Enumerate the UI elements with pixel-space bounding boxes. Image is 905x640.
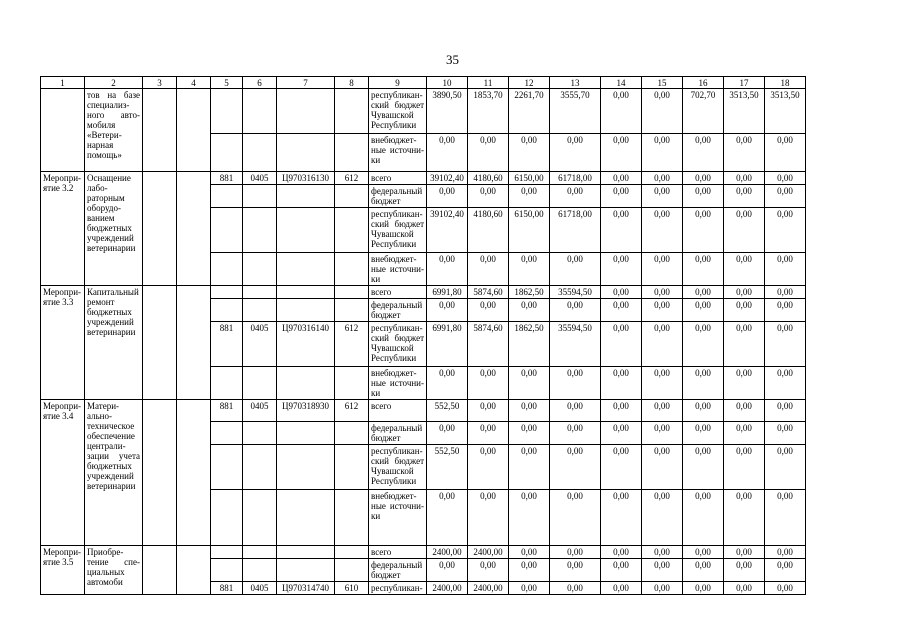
amount-cell: 0,00 bbox=[724, 185, 765, 208]
executor-cell bbox=[177, 286, 211, 400]
amount-cell: 0,00 bbox=[427, 134, 468, 172]
amount-cell: 0,00 bbox=[601, 134, 642, 172]
amount-cell: 0,00 bbox=[765, 134, 806, 172]
activity-name: Приобретение специальных автомоби bbox=[85, 546, 143, 595]
cs-code: Ц970318930 bbox=[277, 400, 335, 422]
amount-cell: 3513,50 bbox=[765, 89, 806, 134]
amount-cell: 0,00 bbox=[601, 172, 642, 185]
amount-cell: 0,00 bbox=[765, 400, 806, 422]
amount-cell: 5874,60 bbox=[468, 322, 509, 367]
gr-code bbox=[211, 559, 243, 582]
funding-source: всего bbox=[369, 286, 427, 299]
amount-cell: 2400,00 bbox=[427, 582, 468, 595]
amount-cell: 0,00 bbox=[468, 422, 509, 445]
amount-cell: 0,00 bbox=[765, 422, 806, 445]
amount-cell: 0,00 bbox=[601, 490, 642, 546]
amount-cell: 0,00 bbox=[550, 559, 601, 582]
amount-cell: 0,00 bbox=[724, 445, 765, 490]
participant-cell bbox=[143, 400, 177, 546]
amount-cell: 0,00 bbox=[550, 422, 601, 445]
amount-cell: 2400,00 bbox=[427, 546, 468, 559]
amount-cell: 0,00 bbox=[765, 253, 806, 286]
amount-cell: 0,00 bbox=[642, 559, 683, 582]
gr-code: 881 bbox=[211, 322, 243, 367]
amount-cell: 0,00 bbox=[509, 490, 550, 546]
vr-code: 612 bbox=[335, 172, 369, 185]
vr-code bbox=[335, 286, 369, 299]
amount-cell: 0,00 bbox=[683, 559, 724, 582]
amount-cell: 0,00 bbox=[509, 582, 550, 595]
amount-cell: 2400,00 bbox=[468, 582, 509, 595]
amount-cell: 0,00 bbox=[427, 367, 468, 400]
gr-code bbox=[211, 185, 243, 208]
vr-code bbox=[335, 299, 369, 322]
amount-cell: 0,00 bbox=[724, 208, 765, 253]
rz-pr-code bbox=[243, 367, 277, 400]
amount-cell: 1862,50 bbox=[509, 286, 550, 299]
amount-cell: 0,00 bbox=[683, 367, 724, 400]
amount-cell: 61718,00 bbox=[550, 172, 601, 185]
amount-cell: 0,00 bbox=[724, 490, 765, 546]
amount-cell: 0,00 bbox=[468, 559, 509, 582]
amount-cell: 0,00 bbox=[724, 286, 765, 299]
activity-name: Оснащение лабораторным оборудованием бюджетных учреждений ветеринарии bbox=[85, 172, 143, 286]
participant-cell bbox=[143, 89, 177, 172]
amount-cell: 0,00 bbox=[765, 185, 806, 208]
amount-cell: 0,00 bbox=[601, 367, 642, 400]
amount-cell: 0,00 bbox=[765, 299, 806, 322]
vr-code bbox=[335, 253, 369, 286]
amount-cell: 702,70 bbox=[683, 89, 724, 134]
amount-cell: 0,00 bbox=[509, 400, 550, 422]
amount-cell: 0,00 bbox=[642, 89, 683, 134]
cs-code bbox=[277, 490, 335, 546]
amount-cell: 2261,70 bbox=[509, 89, 550, 134]
rz-pr-code: 0405 bbox=[243, 400, 277, 422]
amount-cell: 0,00 bbox=[765, 322, 806, 367]
amount-cell: 0,00 bbox=[550, 299, 601, 322]
rz-pr-code bbox=[243, 253, 277, 286]
activity-name: Материально-техническое обеспечение централизации учета бюджетных учреждений ветеринарии bbox=[85, 400, 143, 546]
vr-code bbox=[335, 208, 369, 253]
amount-cell: 0,00 bbox=[601, 546, 642, 559]
funding-source: республиканский бюджет Чувашской Республики bbox=[369, 89, 427, 134]
vr-code bbox=[335, 367, 369, 400]
amount-cell: 0,00 bbox=[427, 490, 468, 546]
amount-cell: 0,00 bbox=[642, 208, 683, 253]
amount-cell: 39102,40 bbox=[427, 208, 468, 253]
participant-cell bbox=[143, 286, 177, 400]
amount-cell: 6150,00 bbox=[509, 172, 550, 185]
amount-cell: 0,00 bbox=[642, 299, 683, 322]
amount-cell: 0,00 bbox=[724, 559, 765, 582]
amount-cell: 0,00 bbox=[509, 367, 550, 400]
amount-cell: 0,00 bbox=[642, 582, 683, 595]
table-row bbox=[41, 400, 806, 422]
amount-cell: 0,00 bbox=[550, 582, 601, 595]
amount-cell: 0,00 bbox=[601, 445, 642, 490]
amount-cell: 0,00 bbox=[601, 582, 642, 595]
gr-code bbox=[211, 89, 243, 134]
rz-pr-code bbox=[243, 445, 277, 490]
gr-code bbox=[211, 490, 243, 546]
activity-label: Мероприятие 3.2 bbox=[41, 172, 85, 286]
column-header-1: 1 bbox=[41, 77, 85, 89]
amount-cell: 0,00 bbox=[509, 299, 550, 322]
amount-cell: 0,00 bbox=[468, 134, 509, 172]
amount-cell: 0,00 bbox=[765, 286, 806, 299]
amount-cell: 0,00 bbox=[724, 422, 765, 445]
rz-pr-code bbox=[243, 185, 277, 208]
cs-code bbox=[277, 422, 335, 445]
amount-cell: 0,00 bbox=[427, 185, 468, 208]
vr-code bbox=[335, 185, 369, 208]
amount-cell: 4180,60 bbox=[468, 208, 509, 253]
amount-cell: 552,50 bbox=[427, 400, 468, 422]
funding-source: федеральный бюджет bbox=[369, 299, 427, 322]
amount-cell: 61718,00 bbox=[550, 208, 601, 253]
column-header-16: 16 bbox=[683, 77, 724, 89]
amount-cell: 0,00 bbox=[765, 559, 806, 582]
cs-code bbox=[277, 299, 335, 322]
funding-source: внебюджетные источники bbox=[369, 490, 427, 546]
cs-code bbox=[277, 134, 335, 172]
amount-cell: 0,00 bbox=[509, 546, 550, 559]
column-header-17: 17 bbox=[724, 77, 765, 89]
amount-cell: 0,00 bbox=[642, 134, 683, 172]
executor-cell bbox=[177, 400, 211, 546]
vr-code bbox=[335, 546, 369, 559]
rz-pr-code bbox=[243, 208, 277, 253]
funding-source: республиканский бюджет Чувашской Республики bbox=[369, 445, 427, 490]
amount-cell: 0,00 bbox=[427, 299, 468, 322]
amount-cell: 552,50 bbox=[427, 445, 468, 490]
amount-cell: 3555,70 bbox=[550, 89, 601, 134]
amount-cell: 0,00 bbox=[550, 490, 601, 546]
column-header-9: 9 bbox=[369, 77, 427, 89]
amount-cell: 0,00 bbox=[601, 89, 642, 134]
amount-cell: 0,00 bbox=[601, 299, 642, 322]
amount-cell: 0,00 bbox=[509, 445, 550, 490]
gr-code bbox=[211, 253, 243, 286]
amount-cell: 0,00 bbox=[468, 253, 509, 286]
funding-source: внебюджетные источники bbox=[369, 253, 427, 286]
amount-cell: 0,00 bbox=[724, 134, 765, 172]
column-header-18: 18 bbox=[765, 77, 806, 89]
column-header-4: 4 bbox=[177, 77, 211, 89]
gr-code bbox=[211, 367, 243, 400]
activity-label bbox=[41, 89, 85, 172]
cs-code bbox=[277, 185, 335, 208]
budget-table bbox=[40, 76, 806, 595]
amount-cell: 0,00 bbox=[468, 490, 509, 546]
amount-cell: 6150,00 bbox=[509, 208, 550, 253]
amount-cell: 0,00 bbox=[642, 322, 683, 367]
amount-cell: 0,00 bbox=[642, 400, 683, 422]
activity-label: Мероприятие 3.5 bbox=[41, 546, 85, 595]
column-header-row bbox=[41, 77, 806, 89]
amount-cell: 0,00 bbox=[509, 559, 550, 582]
participant-cell bbox=[143, 172, 177, 286]
amount-cell: 0,00 bbox=[765, 582, 806, 595]
amount-cell: 0,00 bbox=[724, 400, 765, 422]
executor-cell bbox=[177, 172, 211, 286]
amount-cell: 0,00 bbox=[601, 400, 642, 422]
amount-cell: 0,00 bbox=[683, 185, 724, 208]
amount-cell: 0,00 bbox=[427, 253, 468, 286]
amount-cell: 3890,50 bbox=[427, 89, 468, 134]
vr-code: 612 bbox=[335, 400, 369, 422]
rz-pr-code bbox=[243, 134, 277, 172]
amount-cell: 0,00 bbox=[509, 422, 550, 445]
amount-cell: 0,00 bbox=[642, 422, 683, 445]
amount-cell: 0,00 bbox=[509, 185, 550, 208]
amount-cell: 0,00 bbox=[550, 367, 601, 400]
amount-cell: 0,00 bbox=[683, 253, 724, 286]
amount-cell: 0,00 bbox=[724, 299, 765, 322]
amount-cell: 0,00 bbox=[550, 445, 601, 490]
amount-cell: 0,00 bbox=[683, 422, 724, 445]
amount-cell: 0,00 bbox=[642, 546, 683, 559]
amount-cell: 0,00 bbox=[509, 134, 550, 172]
gr-code bbox=[211, 134, 243, 172]
cs-code bbox=[277, 546, 335, 559]
page-number: 35 bbox=[446, 52, 459, 67]
activity-name: тов на базе специализного автомобиля «Ветеринарная помощь» bbox=[85, 89, 143, 172]
executor-cell bbox=[177, 89, 211, 172]
amount-cell: 35594,50 bbox=[550, 322, 601, 367]
cs-code bbox=[277, 445, 335, 490]
funding-source: федеральный бюджет bbox=[369, 185, 427, 208]
amount-cell: 6991,80 bbox=[427, 286, 468, 299]
vr-code bbox=[335, 134, 369, 172]
amount-cell: 0,00 bbox=[601, 185, 642, 208]
vr-code bbox=[335, 89, 369, 134]
gr-code: 881 bbox=[211, 582, 243, 595]
funding-source: всего bbox=[369, 400, 427, 422]
executor-cell bbox=[177, 546, 211, 595]
cs-code bbox=[277, 89, 335, 134]
funding-source: внебюджетные источники bbox=[369, 134, 427, 172]
amount-cell: 0,00 bbox=[642, 490, 683, 546]
amount-cell: 0,00 bbox=[550, 253, 601, 286]
amount-cell: 0,00 bbox=[509, 253, 550, 286]
amount-cell: 0,00 bbox=[724, 253, 765, 286]
rz-pr-code bbox=[243, 559, 277, 582]
amount-cell: 0,00 bbox=[601, 208, 642, 253]
amount-cell: 0,00 bbox=[642, 445, 683, 490]
amount-cell: 0,00 bbox=[683, 546, 724, 559]
amount-cell: 0,00 bbox=[683, 400, 724, 422]
vr-code bbox=[335, 445, 369, 490]
amount-cell: 0,00 bbox=[601, 559, 642, 582]
column-header-13: 13 bbox=[550, 77, 601, 89]
vr-code bbox=[335, 490, 369, 546]
table-row bbox=[41, 172, 806, 185]
amount-cell: 0,00 bbox=[765, 546, 806, 559]
amount-cell: 0,00 bbox=[724, 367, 765, 400]
rz-pr-code bbox=[243, 286, 277, 299]
activity-name: Капитальный ремонт бюджетных учреждений ветеринарии bbox=[85, 286, 143, 400]
amount-cell: 0,00 bbox=[765, 367, 806, 400]
column-header-10: 10 bbox=[427, 77, 468, 89]
column-header-12: 12 bbox=[509, 77, 550, 89]
amount-cell: 35594,50 bbox=[550, 286, 601, 299]
gr-code bbox=[211, 299, 243, 322]
amount-cell: 6991,80 bbox=[427, 322, 468, 367]
amount-cell: 0,00 bbox=[468, 185, 509, 208]
funding-source: республиканский бюджет Чувашской Республики bbox=[369, 322, 427, 367]
rz-pr-code bbox=[243, 490, 277, 546]
funding-source: внебюджетные источники bbox=[369, 367, 427, 400]
amount-cell: 3513,50 bbox=[724, 89, 765, 134]
amount-cell: 0,00 bbox=[550, 185, 601, 208]
amount-cell: 0,00 bbox=[724, 582, 765, 595]
amount-cell: 0,00 bbox=[642, 172, 683, 185]
amount-cell: 0,00 bbox=[765, 208, 806, 253]
funding-source: федеральный бюджет bbox=[369, 422, 427, 445]
rz-pr-code bbox=[243, 299, 277, 322]
column-header-7: 7 bbox=[277, 77, 335, 89]
rz-pr-code bbox=[243, 422, 277, 445]
activity-label: Мероприятие 3.3 bbox=[41, 286, 85, 400]
participant-cell bbox=[143, 546, 177, 595]
column-header-2: 2 bbox=[85, 77, 143, 89]
amount-cell: 0,00 bbox=[724, 172, 765, 185]
amount-cell: 39102,40 bbox=[427, 172, 468, 185]
amount-cell: 0,00 bbox=[427, 422, 468, 445]
cs-code bbox=[277, 367, 335, 400]
amount-cell: 0,00 bbox=[724, 322, 765, 367]
amount-cell: 0,00 bbox=[468, 445, 509, 490]
vr-code bbox=[335, 422, 369, 445]
amount-cell: 0,00 bbox=[683, 208, 724, 253]
gr-code bbox=[211, 546, 243, 559]
column-header-15: 15 bbox=[642, 77, 683, 89]
vr-code: 612 bbox=[335, 322, 369, 367]
amount-cell: 0,00 bbox=[601, 286, 642, 299]
amount-cell: 0,00 bbox=[683, 490, 724, 546]
amount-cell: 1862,50 bbox=[509, 322, 550, 367]
amount-cell: 0,00 bbox=[550, 134, 601, 172]
table-row bbox=[41, 286, 806, 299]
funding-source: республикан- bbox=[369, 582, 427, 595]
funding-source: всего bbox=[369, 172, 427, 185]
column-header-11: 11 bbox=[468, 77, 509, 89]
amount-cell: 0,00 bbox=[724, 546, 765, 559]
amount-cell: 0,00 bbox=[642, 367, 683, 400]
amount-cell: 0,00 bbox=[683, 172, 724, 185]
amount-cell: 0,00 bbox=[468, 299, 509, 322]
funding-source: федеральный бюджет bbox=[369, 559, 427, 582]
cs-code bbox=[277, 208, 335, 253]
amount-cell: 5874,60 bbox=[468, 286, 509, 299]
cs-code: Ц970314740 bbox=[277, 582, 335, 595]
amount-cell: 0,00 bbox=[683, 582, 724, 595]
amount-cell: 0,00 bbox=[550, 400, 601, 422]
column-header-5: 5 bbox=[211, 77, 243, 89]
cs-code: Ц970316140 bbox=[277, 322, 335, 367]
table-row bbox=[41, 89, 806, 134]
amount-cell: 0,00 bbox=[683, 286, 724, 299]
gr-code bbox=[211, 422, 243, 445]
amount-cell: 0,00 bbox=[765, 445, 806, 490]
cs-code bbox=[277, 559, 335, 582]
gr-code bbox=[211, 208, 243, 253]
amount-cell: 2400,00 bbox=[468, 546, 509, 559]
cs-code bbox=[277, 286, 335, 299]
cs-code: Ц970316130 bbox=[277, 172, 335, 185]
rz-pr-code: 0405 bbox=[243, 322, 277, 367]
table-row bbox=[41, 546, 806, 559]
amount-cell: 0,00 bbox=[683, 322, 724, 367]
rz-pr-code: 0405 bbox=[243, 582, 277, 595]
amount-cell: 0,00 bbox=[683, 299, 724, 322]
amount-cell: 0,00 bbox=[765, 172, 806, 185]
amount-cell: 0,00 bbox=[601, 322, 642, 367]
amount-cell: 0,00 bbox=[642, 185, 683, 208]
amount-cell: 0,00 bbox=[601, 422, 642, 445]
funding-source: всего bbox=[369, 546, 427, 559]
amount-cell: 1853,70 bbox=[468, 89, 509, 134]
column-header-3: 3 bbox=[143, 77, 177, 89]
column-header-14: 14 bbox=[601, 77, 642, 89]
amount-cell: 0,00 bbox=[642, 253, 683, 286]
column-header-8: 8 bbox=[335, 77, 369, 89]
gr-code bbox=[211, 286, 243, 299]
amount-cell: 0,00 bbox=[683, 445, 724, 490]
amount-cell: 0,00 bbox=[427, 559, 468, 582]
amount-cell: 0,00 bbox=[601, 253, 642, 286]
rz-pr-code bbox=[243, 89, 277, 134]
vr-code: 610 bbox=[335, 582, 369, 595]
amount-cell: 0,00 bbox=[468, 367, 509, 400]
amount-cell: 0,00 bbox=[550, 546, 601, 559]
activity-label: Мероприятие 3.4 bbox=[41, 400, 85, 546]
gr-code bbox=[211, 445, 243, 490]
cs-code bbox=[277, 253, 335, 286]
vr-code bbox=[335, 559, 369, 582]
rz-pr-code bbox=[243, 546, 277, 559]
amount-cell: 4180,60 bbox=[468, 172, 509, 185]
rz-pr-code: 0405 bbox=[243, 172, 277, 185]
column-header-6: 6 bbox=[243, 77, 277, 89]
gr-code: 881 bbox=[211, 400, 243, 422]
amount-cell: 0,00 bbox=[642, 286, 683, 299]
amount-cell: 0,00 bbox=[683, 134, 724, 172]
funding-source: республиканский бюджет Чувашской Республики bbox=[369, 208, 427, 253]
gr-code: 881 bbox=[211, 172, 243, 185]
amount-cell: 0,00 bbox=[765, 490, 806, 546]
amount-cell: 0,00 bbox=[468, 400, 509, 422]
